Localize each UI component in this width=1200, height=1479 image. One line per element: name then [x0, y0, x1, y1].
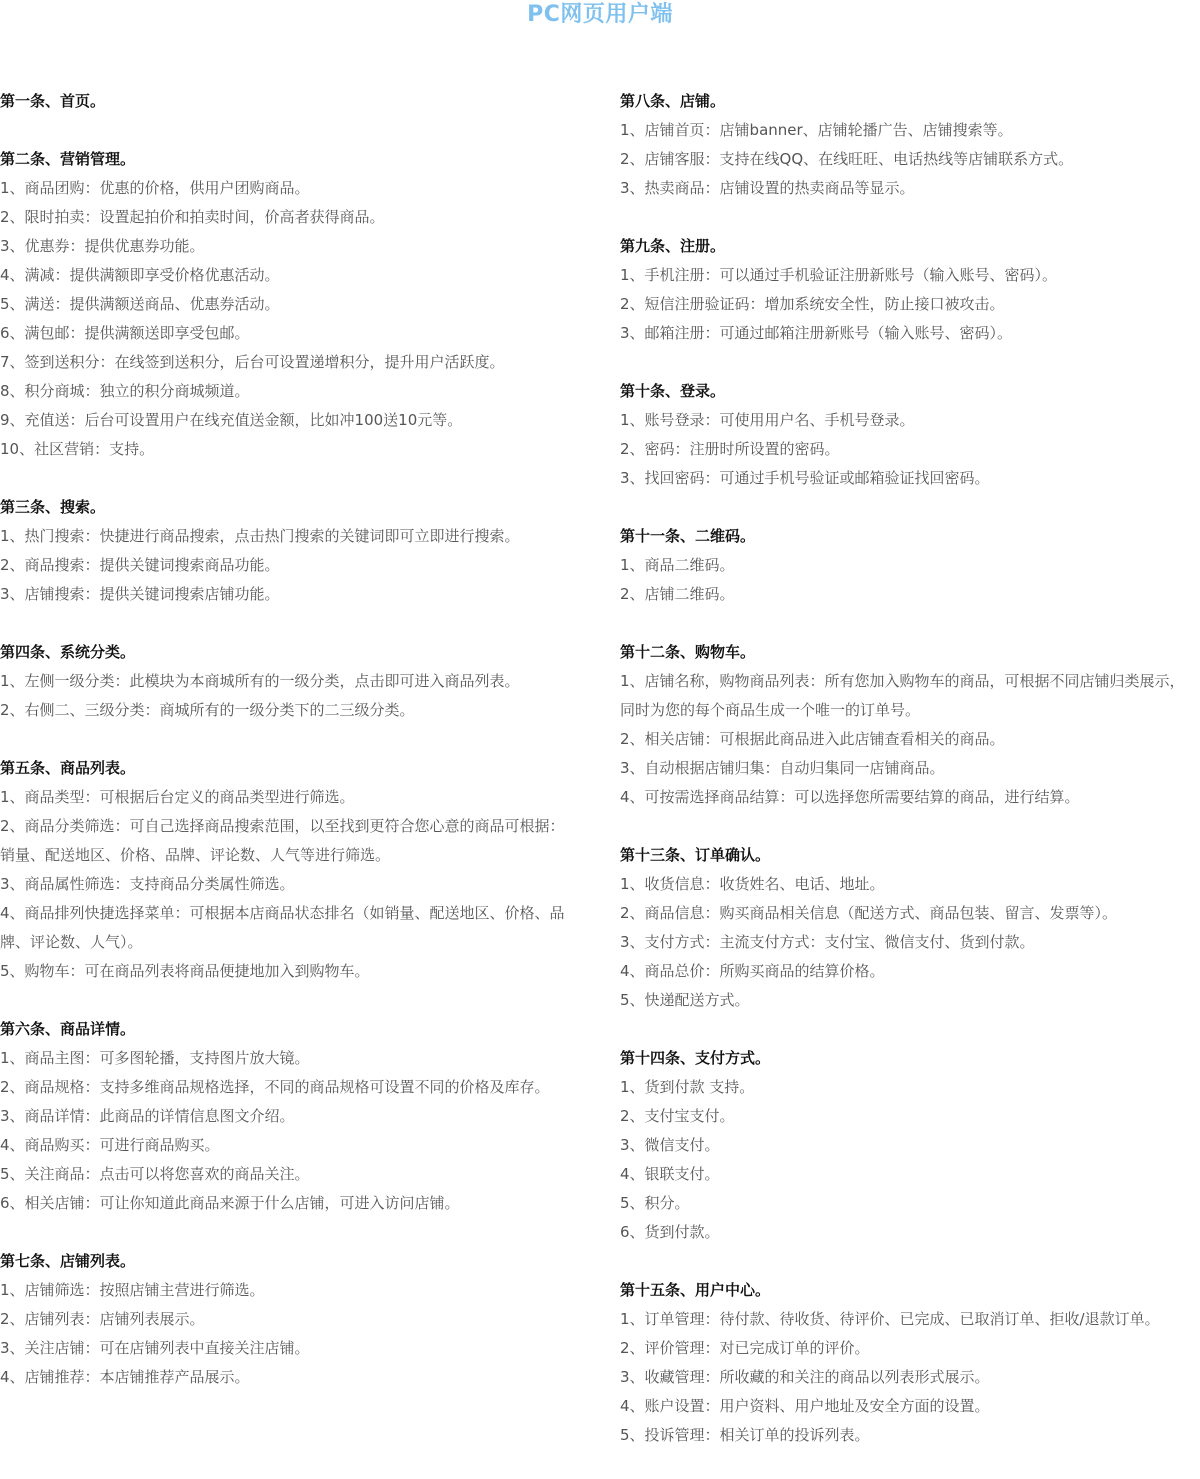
section-item: 3、优惠券：提供优惠券功能。: [0, 237, 205, 255]
article-section: [0, 1015, 572, 1218]
article-section: [0, 145, 572, 464]
section-item: 1、收货信息：收货姓名、电话、地址。: [620, 875, 885, 893]
section-item: 3、商品详情：此商品的详情信息图文介绍。: [0, 1107, 295, 1125]
section-item: 1、商品二维码。: [620, 556, 735, 574]
section-title: 第二条、营销管理。: [0, 150, 136, 168]
section-title: 第九条、注册。: [620, 237, 726, 255]
section-item: 2、短信注册验证码：增加系统安全性，防止接口被攻击。: [620, 295, 1005, 313]
section-item: 2、评价管理：对已完成订单的评价。: [620, 1339, 870, 1357]
section-item: 5、快递配送方式。: [620, 991, 750, 1009]
section-title: 第十二条、购物车。: [620, 643, 756, 661]
section-item: 1、左侧一级分类：此模块为本商城所有的一级分类，点击即可进入商品列表。: [0, 672, 520, 690]
article-section: [620, 1276, 1192, 1450]
section-item: 4、商品总价：所购买商品的结算价格。: [620, 962, 885, 980]
section-title: 第六条、商品详情。: [0, 1020, 136, 1038]
section-title: 第十四条、支付方式。: [620, 1049, 771, 1067]
section-item: 4、可按需选择商品结算：可以选择您所需要结算的商品，进行结算。: [620, 788, 1080, 806]
section-item: 2、支付宝支付。: [620, 1107, 735, 1125]
section-item: 3、收藏管理：所收藏的和关注的商品以列表形式展示。: [620, 1368, 990, 1386]
section-item: 7、签到送积分：在线签到送积分，后台可设置递增积分，提升用户活跃度。: [0, 353, 505, 371]
section-item: 2、店铺客服：支持在线QQ、在线旺旺、电话热线等店铺联系方式。: [620, 150, 1074, 168]
section-item: 1、热门搜索：快捷进行商品搜索，点击热门搜索的关键词即可立即进行搜索。: [0, 527, 520, 545]
section-item: 1、商品类型：可根据后台定义的商品类型进行筛选。: [0, 788, 355, 806]
section-item: 3、自动根据店铺归集：自动归集同一店铺商品。: [620, 759, 945, 777]
section-title: 第四条、系统分类。: [0, 643, 136, 661]
section-item: 5、满送：提供满额送商品、优惠券活动。: [0, 295, 280, 313]
section-title: 第三条、搜索。: [0, 498, 106, 516]
section-title: 第十条、登录。: [620, 382, 726, 400]
section-item: 9、充值送：后台可设置用户在线充值送金额，比如冲100送10元等。: [0, 411, 463, 429]
section-item: 5、购物车：可在商品列表将商品便捷地加入到购物车。: [0, 962, 370, 980]
section-title: 第一条、首页。: [0, 92, 106, 110]
article-section: [0, 638, 572, 725]
page-title: PC网页用户端: [527, 2, 673, 27]
section-item: 1、商品主图：可多图轮播，支持图片放大镜。: [0, 1049, 310, 1067]
section-item: 4、商品排列快捷选择菜单：可根据本店商品状态排名（如销量、配送地区、价格、品牌、评论数、人气）。: [0, 904, 565, 951]
section-title: 第十五条、用户中心。: [620, 1281, 771, 1299]
section-item: 3、关注店铺：可在店铺列表中直接关注店铺。: [0, 1339, 310, 1357]
section-item: 5、关注商品：点击可以将您喜欢的商品关注。: [0, 1165, 310, 1183]
section-item: 1、订单管理：待付款、待收货、待评价、已完成、已取消订单、拒收/退款订单。: [620, 1310, 1160, 1328]
article-section: [620, 1044, 1192, 1247]
article-section: [620, 522, 1192, 609]
section-item: 2、相关店铺：可根据此商品进入此店铺查看相关的商品。: [620, 730, 1005, 748]
section-item: 3、微信支付。: [620, 1136, 720, 1154]
section-item: 2、店铺二维码。: [620, 585, 735, 603]
section-item: 2、限时拍卖：设置起拍价和拍卖时间，价高者获得商品。: [0, 208, 385, 226]
section-item: 3、找回密码：可通过手机号验证或邮箱验证找回密码。: [620, 469, 990, 487]
section-item: 8、积分商城：独立的积分商城频道。: [0, 382, 250, 400]
section-item: 4、银联支付。: [620, 1165, 720, 1183]
section-item: 2、商品信息：购买商品相关信息（配送方式、商品包装、留言、发票等）。: [620, 904, 1118, 922]
section-item: 10、社区营销：支持。: [0, 440, 155, 458]
section-item: 1、店铺首页：店铺banner、店铺轮播广告、店铺搜索等。: [620, 121, 1013, 139]
right-column: [620, 87, 1192, 1479]
section-item: 2、商品规格：支持多维商品规格选择，不同的商品规格可设置不同的价格及库存。: [0, 1078, 550, 1096]
article-section: [0, 87, 572, 116]
section-title: 第五条、商品列表。: [0, 759, 136, 777]
section-item: 1、手机注册：可以通过手机验证注册新账号（输入账号、密码）。: [620, 266, 1058, 284]
section-item: 2、商品搜索：提供关键词搜索商品功能。: [0, 556, 280, 574]
article-section: [0, 754, 572, 986]
section-item: 6、相关店铺：可让你知道此商品来源于什么店铺，可进入访问店铺。: [0, 1194, 460, 1212]
section-title: 第十一条、二维码。: [620, 527, 756, 545]
section-item: 2、商品分类筛选：可自己选择商品搜索范围，以至找到更符合您心意的商品可根据：销量、配送地区、价格、品牌、评论数、人气等进行筛选。: [0, 817, 565, 864]
section-item: 1、货到付款 支持。: [620, 1078, 755, 1096]
section-item: 1、账号登录：可使用用户名、手机号登录。: [620, 411, 915, 429]
section-item: 3、店铺搜索：提供关键词搜索店铺功能。: [0, 585, 280, 603]
article-section: [0, 493, 572, 609]
article-section: [0, 1247, 572, 1392]
section-item: 1、店铺名称，购物商品列表：所有您加入购物车的商品，可根据不同店铺归类展示，同时为您的每个商品生成一个唯一的订单号。: [620, 672, 1185, 719]
section-title: 第七条、店铺列表。: [0, 1252, 136, 1270]
section-item: 2、密码：注册时所设置的密码。: [620, 440, 840, 458]
article-section: [620, 377, 1192, 493]
section-item: 3、商品属性筛选：支持商品分类属性筛选。: [0, 875, 295, 893]
article-section: [620, 87, 1192, 203]
article-section: [620, 841, 1192, 1015]
section-item: 4、店铺推荐：本店铺推荐产品展示。: [0, 1368, 250, 1386]
section-item: 4、满减：提供满额即享受价格优惠活动。: [0, 266, 280, 284]
section-item: 4、商品购买：可进行商品购买。: [0, 1136, 220, 1154]
section-item: 5、积分。: [620, 1194, 690, 1212]
section-title: 第八条、店铺。: [620, 92, 726, 110]
section-item: 6、满包邮：提供满额送即享受包邮。: [0, 324, 250, 342]
section-item: 1、店铺筛选：按照店铺主营进行筛选。: [0, 1281, 265, 1299]
section-item: 2、店铺列表：店铺列表展示。: [0, 1310, 205, 1328]
section-item: 1、商品团购：优惠的价格，供用户团购商品。: [0, 179, 310, 197]
section-item: 5、投诉管理：相关订单的投诉列表。: [620, 1426, 870, 1444]
section-item: 4、账户设置：用户资料、用户地址及安全方面的设置。: [620, 1397, 990, 1415]
article-section: [620, 638, 1192, 812]
section-item: 3、邮箱注册：可通过邮箱注册新账号（输入账号、密码）。: [620, 324, 1013, 342]
section-item: 2、右侧二、三级分类：商城所有的一级分类下的二三级分类。: [0, 701, 415, 719]
section-title: 第十三条、订单确认。: [620, 846, 771, 864]
section-item: 3、支付方式：主流支付方式：支付宝、微信支付、货到付款。: [620, 933, 1035, 951]
left-column: [0, 87, 572, 1421]
section-item: 6、货到付款。: [620, 1223, 720, 1241]
article-section: [620, 232, 1192, 348]
section-item: 3、热卖商品：店铺设置的热卖商品等显示。: [620, 179, 915, 197]
